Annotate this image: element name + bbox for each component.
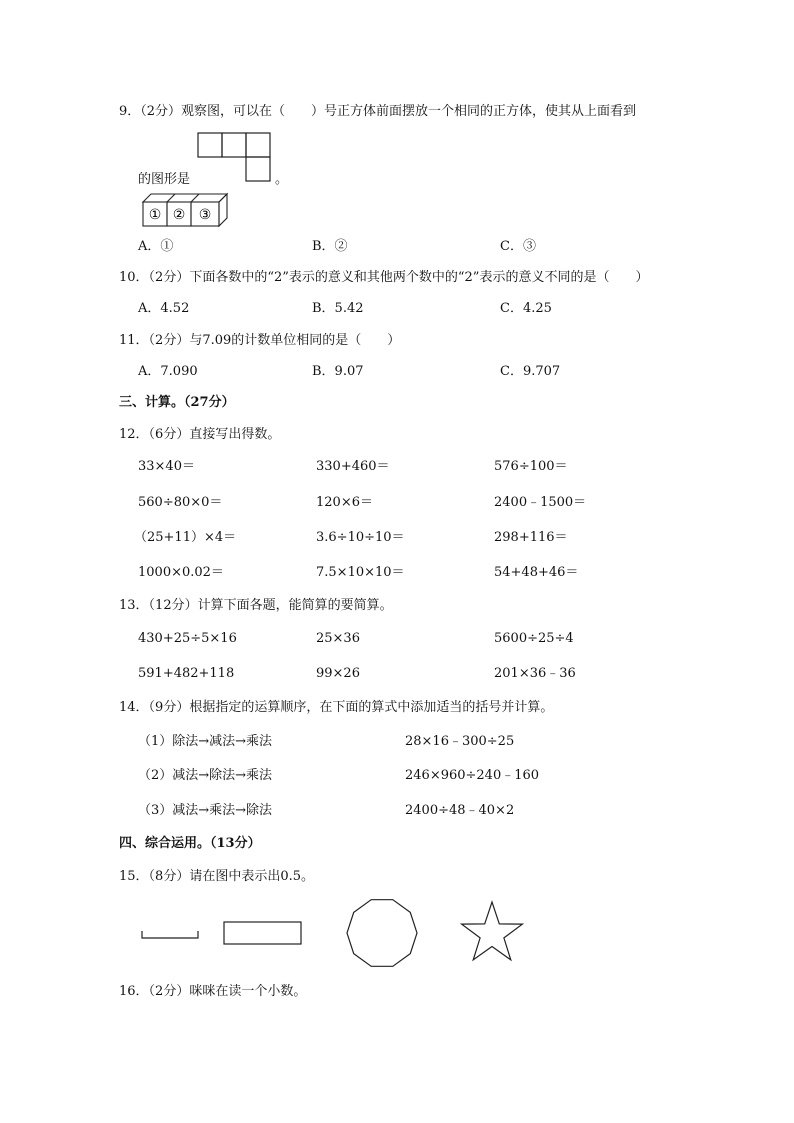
q13-item: 591+482+118	[138, 666, 235, 681]
q14-order: （2）减法→除法→乘法	[138, 768, 273, 783]
q12-item: 54+48+46＝	[494, 565, 579, 580]
q12-item: 298+116＝	[494, 530, 568, 545]
q9-suffix: 的图形是	[138, 172, 191, 187]
q14-stem: 14．（9分）根据指定的运算顺序，在下面的算式中添加适当的括号并计算。	[119, 700, 554, 715]
q12-item: 330+460＝	[316, 459, 390, 474]
q13-item: 99×26	[316, 666, 360, 681]
q14-order: （1）除法→减法→乘法	[138, 734, 273, 749]
q16-stem: 16．（2分）咪咪在读一个小数。	[119, 984, 307, 999]
q12-item: 33×40＝	[138, 459, 195, 474]
q13-item: 430+25÷5×16	[138, 631, 237, 646]
section-4-title: 四、综合运用。（13分）	[119, 836, 261, 851]
cube-label-2: ②	[172, 207, 186, 223]
q9-option-c[interactable]: C．③	[500, 239, 536, 254]
q14-expression: 2400÷48﹣40×2	[405, 803, 515, 818]
q10-stem: 10．（2分）下面各数中的“2”表示的意义和其他两个数中的“2”表示的意义不同的是（ ）	[119, 270, 649, 285]
q13-item: 201×36﹣36	[494, 666, 576, 681]
q12-item: 576÷100＝	[494, 459, 568, 474]
cube-label-3: ③	[198, 207, 212, 223]
cube-row-figure	[141, 192, 231, 230]
segment-shape[interactable]	[141, 928, 199, 940]
star-shape[interactable]	[461, 901, 523, 961]
q14-order: （3）减法→乘法→除法	[138, 803, 273, 818]
q12-item: （25+11）×4＝	[134, 530, 237, 545]
q11-option-b[interactable]: B．9.07	[312, 364, 364, 379]
q12-item: 1000×0.02＝	[138, 565, 224, 580]
section-3-title: 三、计算。（27分）	[119, 395, 235, 410]
q11-stem: 11．（2分）与7.09的计数单位相同的是（ ）	[119, 333, 401, 348]
q9-stem: 9．（2分）观察图，可以在（ ）号正方体前面摆放一个相同的正方体，使其从上面看到	[119, 104, 637, 119]
q10-option-c[interactable]: C．4.25	[500, 301, 552, 316]
q9-period: 。	[275, 172, 289, 187]
q12-item: 3.6÷10÷10＝	[316, 530, 405, 545]
q15-stem: 15．（8分）请在图中表示出0.5。	[119, 869, 314, 884]
decagon-shape[interactable]	[346, 897, 418, 969]
q12-item: 120×6＝	[316, 495, 373, 510]
q13-stem: 13．（12分）计算下面各题，能简算的要简算。	[119, 598, 393, 613]
q10-option-b[interactable]: B．5.42	[312, 301, 364, 316]
q13-item: 5600÷25÷4	[494, 631, 574, 646]
q14-expression: 246×960÷240﹣160	[405, 768, 540, 783]
rectangle-shape[interactable]	[223, 921, 303, 946]
q12-stem: 12．（6分）直接写出得数。	[119, 427, 281, 442]
q12-item: 560÷80×0＝	[138, 495, 223, 510]
q12-item: 2400﹣1500＝	[494, 495, 587, 510]
q11-option-a[interactable]: A．7.090	[138, 364, 198, 379]
q9-option-b[interactable]: B．②	[312, 239, 348, 254]
q14-expression: 28×16﹣300÷25	[405, 734, 515, 749]
q10-option-a[interactable]: A．4.52	[138, 301, 190, 316]
top-view-figure	[197, 132, 273, 184]
q13-item: 25×36	[316, 631, 360, 646]
q9-option-a[interactable]: A．①	[138, 239, 174, 254]
q12-item: 7.5×10×10＝	[316, 565, 405, 580]
cube-label-1: ①	[148, 207, 162, 223]
q11-option-c[interactable]: C．9.707	[500, 364, 561, 379]
